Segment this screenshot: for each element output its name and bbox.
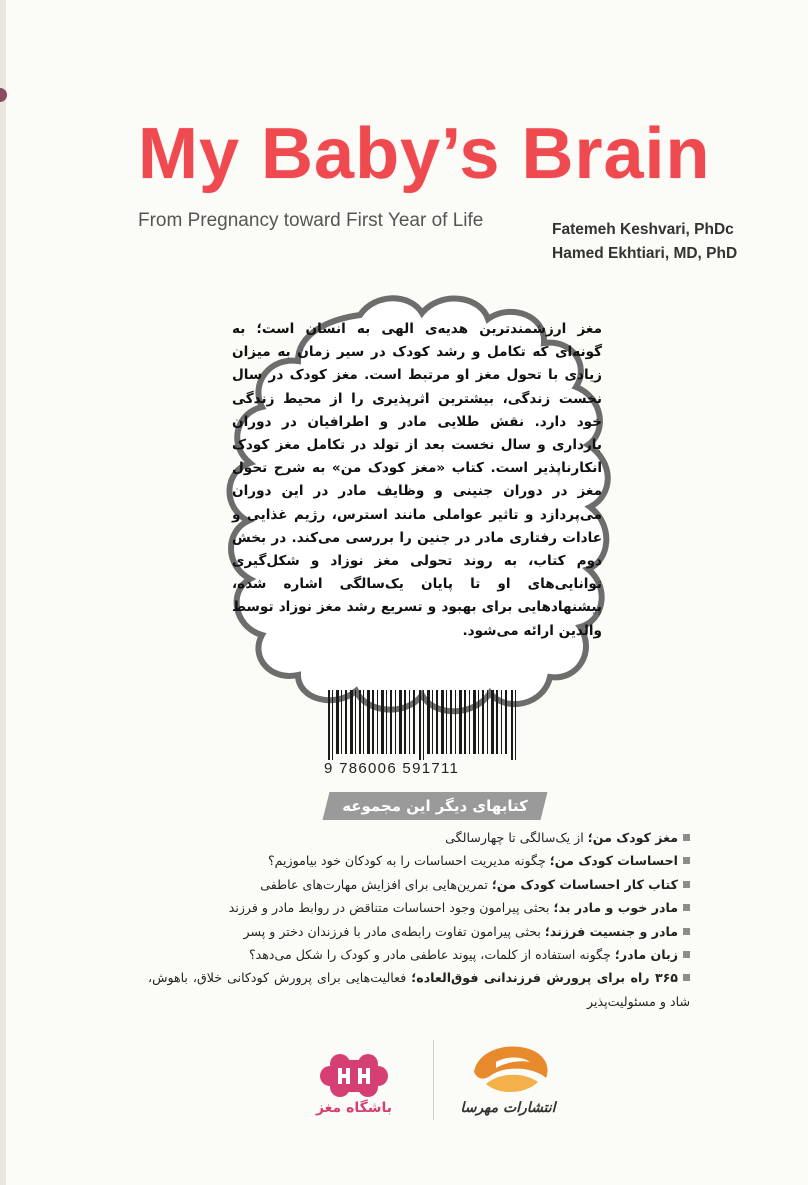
mehrsa-publisher-name: انتشارات مهرسا [460,1100,556,1116]
bullet-icon [683,928,690,935]
book-item-title: مادر و جنسیت فرزند؛ [544,923,678,939]
list-item [148,966,690,1013]
book-item-desc: تمرین‌هایی برای افزایش مهارت‌های عاطفی [260,876,492,892]
brain-club-logo-icon [318,1050,390,1100]
author-2: Hamed Ekhtiari, MD, PhD [552,245,738,262]
book-description: مغز ارزشمندترین هدیه‌ی الهی به انسان است؛ به گونه‌ای که تکامل و رشد کودک در سیر زمان به میزان زیادی با تحول مغز او مرتبط است. مغز کودک در سال نخست زندگی، بیشترین اثرپذیری را از محیط زندگی خود دارد. نقش طلایی مادر و اطرافیان در دوران بارداری و سال نخست بعد از تولد در تکامل مغز کودک انکارناپذیر است. کتاب «مغز کودک من» به شرح تحول مغز در دوران جنینی و وظایف مادر در این دوران می‌پردازد و تاثیر عواملی مانند استرس، رژیم غذایی و عادات رفتاری مادر در جنین را بررسی می‌کند. در بخش دوم کتاب، به روند تحولی مغز نوزاد و شکل‌گیری توانایی‌های او تا پایان یک‌سالگی اشاره شده، پیشنهادهایی برای بهبود و تسریع رشد مغز نوزاد توسط والدین ارائه می‌شود. [232,321,602,639]
author-list [552,218,737,266]
brain-club-name: باشگاه مغز [315,1100,393,1116]
list-item [148,896,690,919]
bullet-icon [683,904,690,911]
series-heading: کتابهای دیگر این مجموعه [342,797,528,815]
author-1: Fatemeh Keshvari, PhDc [552,221,734,238]
list-item [148,826,690,849]
book-item-desc: بحثی پیرامون تفاوت رابطه‌ی مادر با فرزندان دختر و پسر [243,923,545,939]
book-item-desc: بحثی پیرامون وجود احساسات متناقض در روابط مادر و فرزند [228,900,554,916]
list-item [148,943,690,966]
bullet-icon [683,834,690,841]
book-item-title: کتاب کار احساسات کودک من؛ [491,876,678,892]
bullet-icon [683,951,690,958]
book-subtitle: From Pregnancy toward First Year of Life [138,210,484,231]
isbn-number: 9 786006 591711 [324,760,460,777]
bullet-icon [683,974,690,981]
book-item-title: ۳۶۵ راه برای پرورش فرزندانی فوق‌العاده؛ [411,970,678,986]
book-item-title: زبان مادر؛ [614,947,678,963]
book-item-desc: فعالیت‌هایی برای پرورش کودکانی خلاق، باهوش، شاد و مسئولیت‌پذیر [148,970,690,1009]
barcode [326,690,518,760]
book-item-desc: چگونه استفاده از کلمات، پیوند عاطفی مادر و کودک را شکل می‌دهد؟ [248,947,615,963]
list-item [148,849,690,872]
publisher-divider [433,1040,434,1120]
book-spine-edge [0,0,6,1185]
list-item [148,920,690,943]
bullet-icon [683,881,690,888]
series-book-list [148,826,690,1013]
mehrsa-publisher-logo-icon [466,1038,552,1100]
book-item-title: مغز کودک من؛ [587,830,678,845]
book-item-desc: از یک‌سالگی تا چهارسالگی [445,830,588,845]
book-item-title: مادر خوب و مادر بد؛ [553,900,678,916]
list-item [148,873,690,896]
book-item-title: احساسات کودک من؛ [549,853,678,869]
book-title: My Baby’s Brain [138,114,711,194]
book-item-desc: چگونه مدیریت احساسات را به کودکان خود بیاموزیم؟ [267,853,550,869]
bullet-icon [683,857,690,864]
